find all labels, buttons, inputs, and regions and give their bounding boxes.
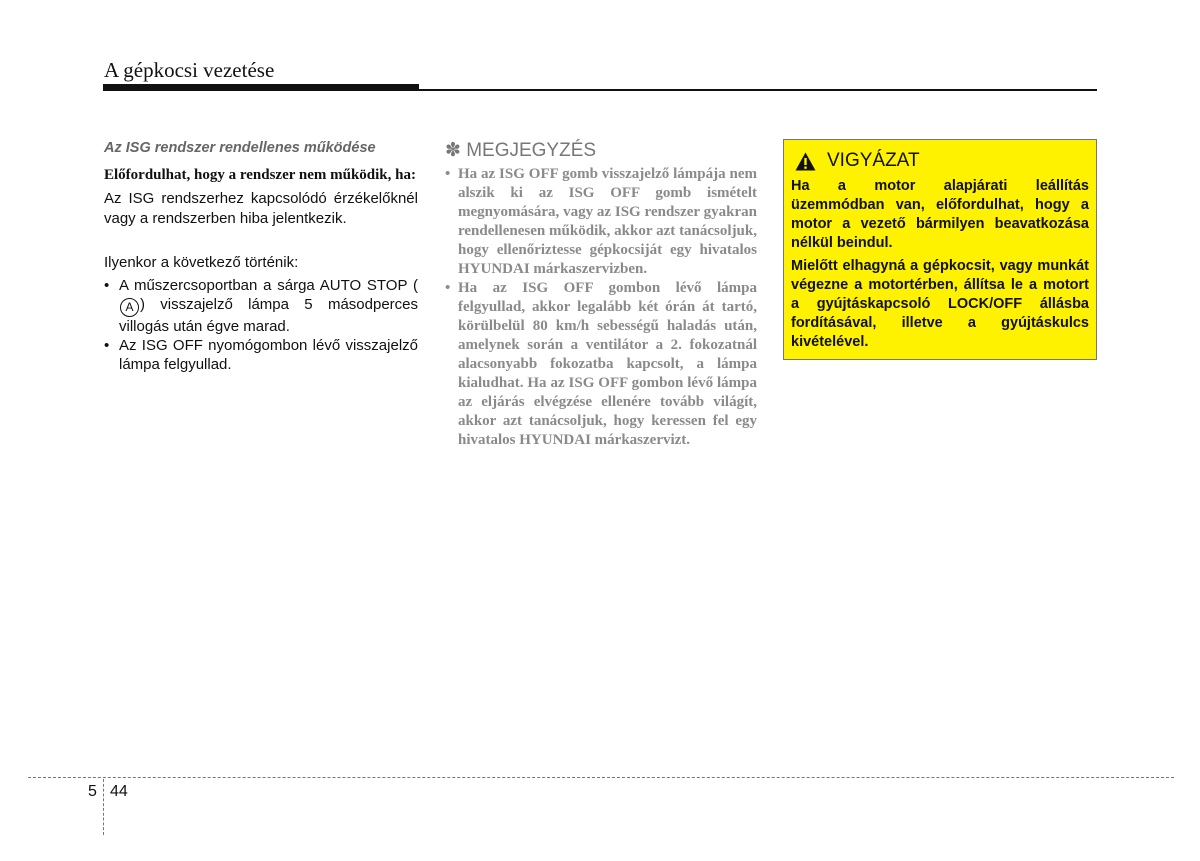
paragraph-sensor-fault: Az ISG rendszerhez kapcsolódó érzékelőknél vagy a rendszerben hiba jelentkezik. (104, 190, 418, 227)
list-item: • A műszercsoportban a sárga AUTO STOP (A ) visszajelző lámpa 5 másodperces villogás után égve marad. (104, 277, 418, 335)
list-item: • Az ISG OFF nyomógombon lévő visszajelző lámpa felgyullad. (104, 337, 418, 373)
warning-paragraph: Mielőtt elhagyná a gépkocsit, vagy munkát végezne a motortérben, állítsa le a motort a gyújtáskapcsoló LOCK/OFF állásba fordításával, illetve a gyújtáskulcs kivételével. (791, 258, 1089, 350)
chapter-number: 5 (88, 783, 97, 800)
warning-box (783, 139, 1097, 360)
section-title: A gépkocsi vezetése (104, 58, 275, 82)
warning-heading (795, 149, 1089, 173)
note-column (445, 139, 757, 450)
header-rule-thin (419, 89, 1097, 91)
paragraph-consequence: Ilyenkor a következő történik: (104, 254, 299, 271)
warning-paragraph: Ha a motor alapjárati leállítás üzemmódban van, előfordulhat, hogy a motor a vezető bármilyen beavatkozása nélkül beindul. (791, 178, 1089, 251)
left-column (104, 139, 418, 374)
auto-stop-icon: A (120, 298, 139, 317)
consequence-list (104, 276, 418, 374)
note-list (445, 165, 757, 450)
warning-triangle-icon (795, 152, 816, 171)
asterisk-icon: ✽ (445, 140, 461, 161)
note-heading (445, 139, 757, 163)
list-item: • Ha az ISG OFF gomb visszajelző lámpája nem alszik ki az ISG OFF gomb ismételt megnyomására, vagy az ISG rendszer gyakran rendellenesen működik, akkor azt tanácsoljuk, hogy ellenőriztesse gépkocsiját egy hivatalos HYUNDAI márkaszervizben. (445, 166, 757, 277)
header-rule-thick (103, 84, 419, 91)
warning-heading-label: VIGYÁZAT (827, 150, 920, 171)
footer-rule (28, 777, 1174, 778)
footer-divider (103, 779, 104, 835)
note-heading-label: MEGJEGYZÉS (466, 140, 597, 161)
subsection-heading: Az ISG rendszer rendellenes működése (104, 140, 376, 156)
page-number: 44 (110, 783, 128, 800)
list-item: • Ha az ISG OFF gombon lévő lámpa felgyullad, akkor legalább két órán át tartó, körülbelül 80 km/h sebességű haladás után, amelynek során a ventilátor a 2. fokozatnál alacsonyabb fokozatba kapcsolt, a lámpa kialudhat. Ha az ISG OFF gombon lévő lámpa az eljárás elvégzése ellenére tovább világít, akkor azt tanácsoljuk, hogy keressen fel egy hivatalos HYUNDAI márkaszervizt. (445, 280, 757, 448)
intro-bold-text: Előfordulhat, hogy a rendszer nem működik, ha: (104, 167, 416, 183)
